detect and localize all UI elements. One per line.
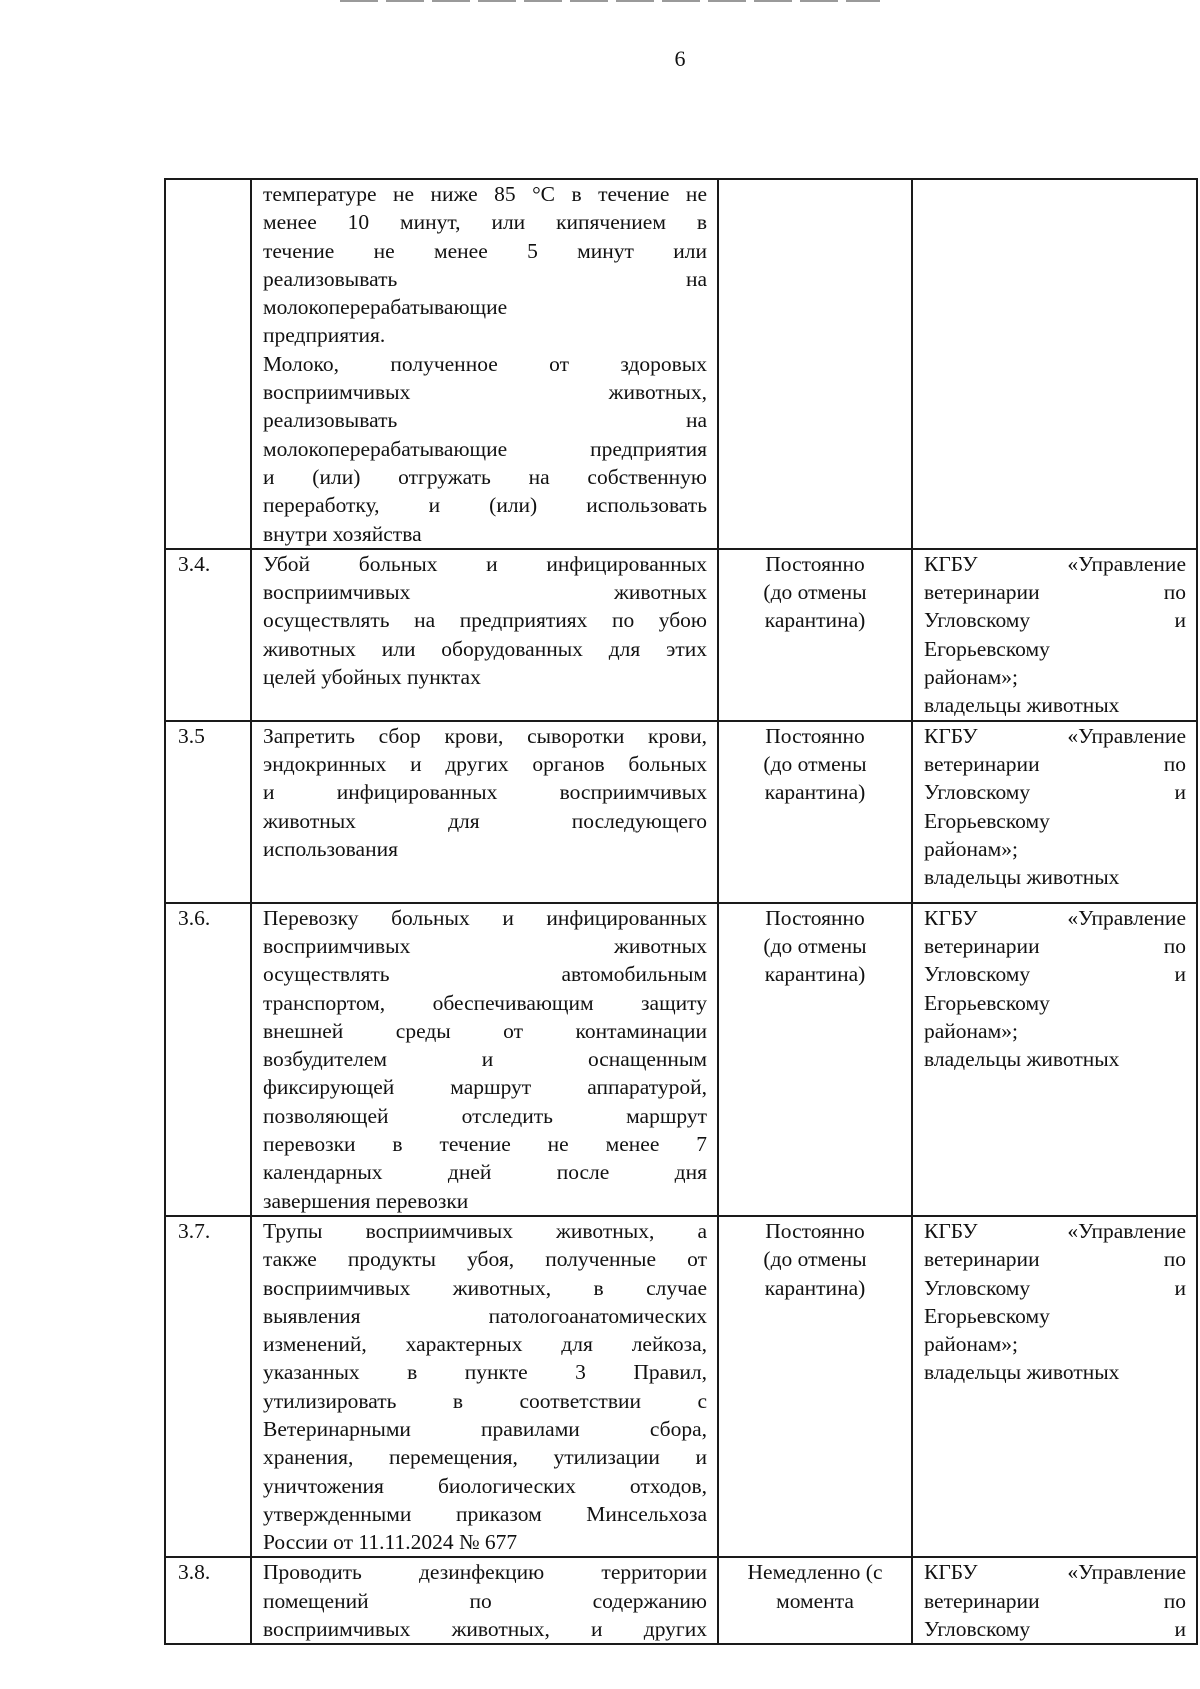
measure-text-line: восприимчивых животных	[263, 933, 707, 958]
executor-line: КГБУ «Управление	[924, 905, 1186, 930]
table-row	[165, 179, 1197, 549]
measure-text-line: предприятия.	[263, 323, 386, 348]
executor-line: КГБУ «Управление	[924, 551, 1186, 576]
measure-text-cell	[251, 721, 718, 903]
table-row	[165, 903, 1197, 1216]
executor-cell	[912, 721, 1197, 903]
table-row	[165, 721, 1197, 903]
executor-line: ветеринарии по	[924, 1247, 1186, 1272]
deadline-line: (до отмены	[763, 933, 867, 958]
measure-text-line: молокоперерабатывающие	[263, 295, 508, 320]
executor-line: ветеринарии по	[924, 1588, 1186, 1613]
executor-line: Угловскому и	[924, 962, 1186, 987]
measure-text-line: Молоко, полученное от здоровых	[263, 351, 707, 376]
item-number: 3.6.	[178, 905, 211, 930]
executor-cell	[912, 1216, 1197, 1558]
measure-text-line: и инфицированных восприимчивых	[263, 780, 707, 805]
deadline-line: Постоянно	[765, 551, 865, 576]
measure-text-line: фиксирующей маршрут аппаратурой,	[263, 1075, 707, 1100]
measure-text-line: утвержденными приказом Минсельхоза	[263, 1501, 707, 1526]
measure-text-cell	[251, 903, 718, 1216]
executor-cell	[912, 549, 1197, 721]
item-number: 3.7.	[178, 1218, 211, 1243]
deadline-cell	[718, 1557, 912, 1644]
measure-text-cell	[251, 1216, 718, 1558]
measure-text-line: молокоперерабатывающие предприятия	[263, 436, 707, 461]
measure-text-cell	[251, 549, 718, 721]
deadline-cell	[718, 1216, 912, 1558]
deadline-line: Постоянно	[765, 1218, 865, 1243]
item-number-cell	[165, 549, 251, 721]
executor-line: КГБУ «Управление	[924, 1218, 1186, 1243]
item-number-cell	[165, 179, 251, 549]
top-edge-rule	[340, 0, 880, 2]
measure-text-line: осуществлять автомобильным	[263, 962, 707, 987]
executor-line: районам»;	[924, 836, 1018, 861]
item-number: 3.5	[178, 723, 205, 748]
measure-text-line: реализовывать на	[263, 408, 707, 433]
deadline-line: карантина)	[764, 962, 866, 987]
measure-text-line: выявления патологоанатомических	[263, 1303, 707, 1328]
measure-text-line: целей убойных пунктах	[263, 665, 481, 690]
executor-line: Егорьевскому	[924, 990, 1050, 1015]
measure-text-line: и (или) отгружать на собственную	[263, 464, 707, 489]
measure-text-line: внешней среды от контаминации	[263, 1018, 707, 1043]
measure-text-line: течение не менее 5 минут или	[263, 238, 707, 263]
deadline-line: момента	[776, 1588, 854, 1613]
executor-line: Угловскому и	[924, 608, 1186, 633]
executor-line: ветеринарии по	[924, 933, 1186, 958]
measure-text-cell	[251, 179, 718, 549]
measure-text-line: позволяющей отследить маршрут	[263, 1103, 707, 1128]
executor-line: Егорьевскому	[924, 808, 1050, 833]
measure-text-line: завершения перевозки	[263, 1188, 469, 1213]
deadline-line: (до отмены	[763, 751, 867, 776]
measure-text-line: транспортом, обеспечивающим защиту	[263, 990, 707, 1015]
deadline-line: карантина)	[764, 608, 866, 633]
executor-line: владельцы животных	[924, 1360, 1120, 1385]
executor-line: районам»;	[924, 1332, 1018, 1357]
measures-table-body	[165, 179, 1197, 1644]
measure-text-line: менее 10 минут, или кипячением в	[263, 210, 707, 235]
table-row	[165, 1557, 1197, 1644]
deadline-line: (до отмены	[763, 580, 867, 605]
deadline-line: Постоянно	[765, 723, 865, 748]
executor-line: КГБУ «Управление	[924, 723, 1186, 748]
measure-text-line: указанных в пункте 3 Правил,	[263, 1360, 707, 1385]
executor-cell	[912, 903, 1197, 1216]
measure-text-line: восприимчивых животных, в случае	[263, 1275, 707, 1300]
measures-table	[164, 178, 1198, 1645]
measure-text-line: календарных дней после дня	[263, 1160, 707, 1185]
table-row	[165, 549, 1197, 721]
executor-cell	[912, 179, 1197, 549]
executor-line: ветеринарии по	[924, 580, 1186, 605]
measure-text-line: помещений по содержанию	[263, 1588, 707, 1613]
measure-text-line: Перевозку больных и инфицированных	[263, 905, 707, 930]
measure-text-line: утилизировать в соответствии с	[263, 1388, 707, 1413]
measure-text-line: Ветеринарными правилами сбора,	[263, 1416, 707, 1441]
measure-text-line: хранения, перемещения, утилизации и	[263, 1445, 707, 1470]
item-number-cell	[165, 1216, 251, 1558]
executor-line: владельцы животных	[924, 693, 1120, 718]
deadline-cell	[718, 549, 912, 721]
measure-text-line: животных для последующего	[263, 808, 707, 833]
executor-line: районам»;	[924, 665, 1018, 690]
deadline-line: карантина)	[764, 1275, 866, 1300]
measure-text-line: уничтожения биологических отходов,	[263, 1473, 707, 1498]
measure-text-line: Убой больных и инфицированных	[263, 551, 707, 576]
measure-text-line: внутри хозяйства	[263, 521, 422, 546]
deadline-line: (до отмены	[763, 1247, 867, 1272]
measure-text-line: изменений, характерных для лейкоза,	[263, 1332, 707, 1357]
measure-text-line: температуре не ниже 85 °С в течение не	[263, 182, 707, 206]
executor-line: владельцы животных	[924, 1047, 1120, 1072]
executor-line: Угловскому и	[924, 780, 1186, 805]
measure-text-line: реализовывать на	[263, 266, 707, 291]
item-number-cell	[165, 721, 251, 903]
measure-text-line: Проводить дезинфекцию территории	[263, 1560, 707, 1585]
deadline-line: карантина)	[764, 780, 866, 805]
executor-line: владельцы животных	[924, 865, 1120, 890]
executor-line: Угловскому и	[924, 1617, 1186, 1642]
item-number-cell	[165, 903, 251, 1216]
deadline-cell	[718, 179, 912, 549]
item-number-cell	[165, 1557, 251, 1644]
executor-line: Угловскому и	[924, 1275, 1186, 1300]
measure-text-line: Трупы восприимчивых животных, а	[263, 1218, 707, 1243]
deadline-line: Постоянно	[765, 905, 865, 930]
executor-line: Егорьевскому	[924, 636, 1050, 661]
measure-text-line: Запретить сбор крови, сыворотки крови,	[263, 723, 707, 748]
measure-text-line: использования	[263, 836, 398, 861]
measure-text-line: переработку, и (или) использовать	[263, 493, 707, 518]
item-number: 3.8.	[178, 1560, 211, 1585]
executor-cell	[912, 1557, 1197, 1644]
table-row	[165, 1216, 1197, 1558]
executor-line: Егорьевскому	[924, 1303, 1050, 1328]
executor-line: ветеринарии по	[924, 751, 1186, 776]
item-number: 3.4.	[178, 551, 211, 576]
measure-text-line: России от 11.11.2024 № 677	[263, 1530, 518, 1555]
measure-text-line: также продукты убоя, полученные от	[263, 1247, 707, 1272]
measure-text-line: возбудителем и оснащенным	[263, 1047, 707, 1072]
measure-text-line: восприимчивых животных,	[263, 380, 707, 405]
measure-text-line: восприимчивых животных, и других	[263, 1617, 707, 1642]
measure-text-line: животных или оборудованных для этих	[263, 636, 707, 661]
deadline-cell	[718, 721, 912, 903]
measure-text-line: восприимчивых животных	[263, 580, 707, 605]
executor-line: КГБУ «Управление	[924, 1560, 1186, 1585]
executor-line: районам»;	[924, 1018, 1018, 1043]
measure-text-line: осуществлять на предприятиях по убою	[263, 608, 707, 633]
page-number: 6	[674, 46, 686, 71]
measure-text-cell	[251, 1557, 718, 1644]
measure-text-line: эндокринных и других органов больных	[263, 751, 707, 776]
deadline-line: Немедленно (с	[747, 1560, 883, 1585]
measure-text-line: перевозки в течение не менее 7	[263, 1132, 707, 1157]
deadline-cell	[718, 903, 912, 1216]
